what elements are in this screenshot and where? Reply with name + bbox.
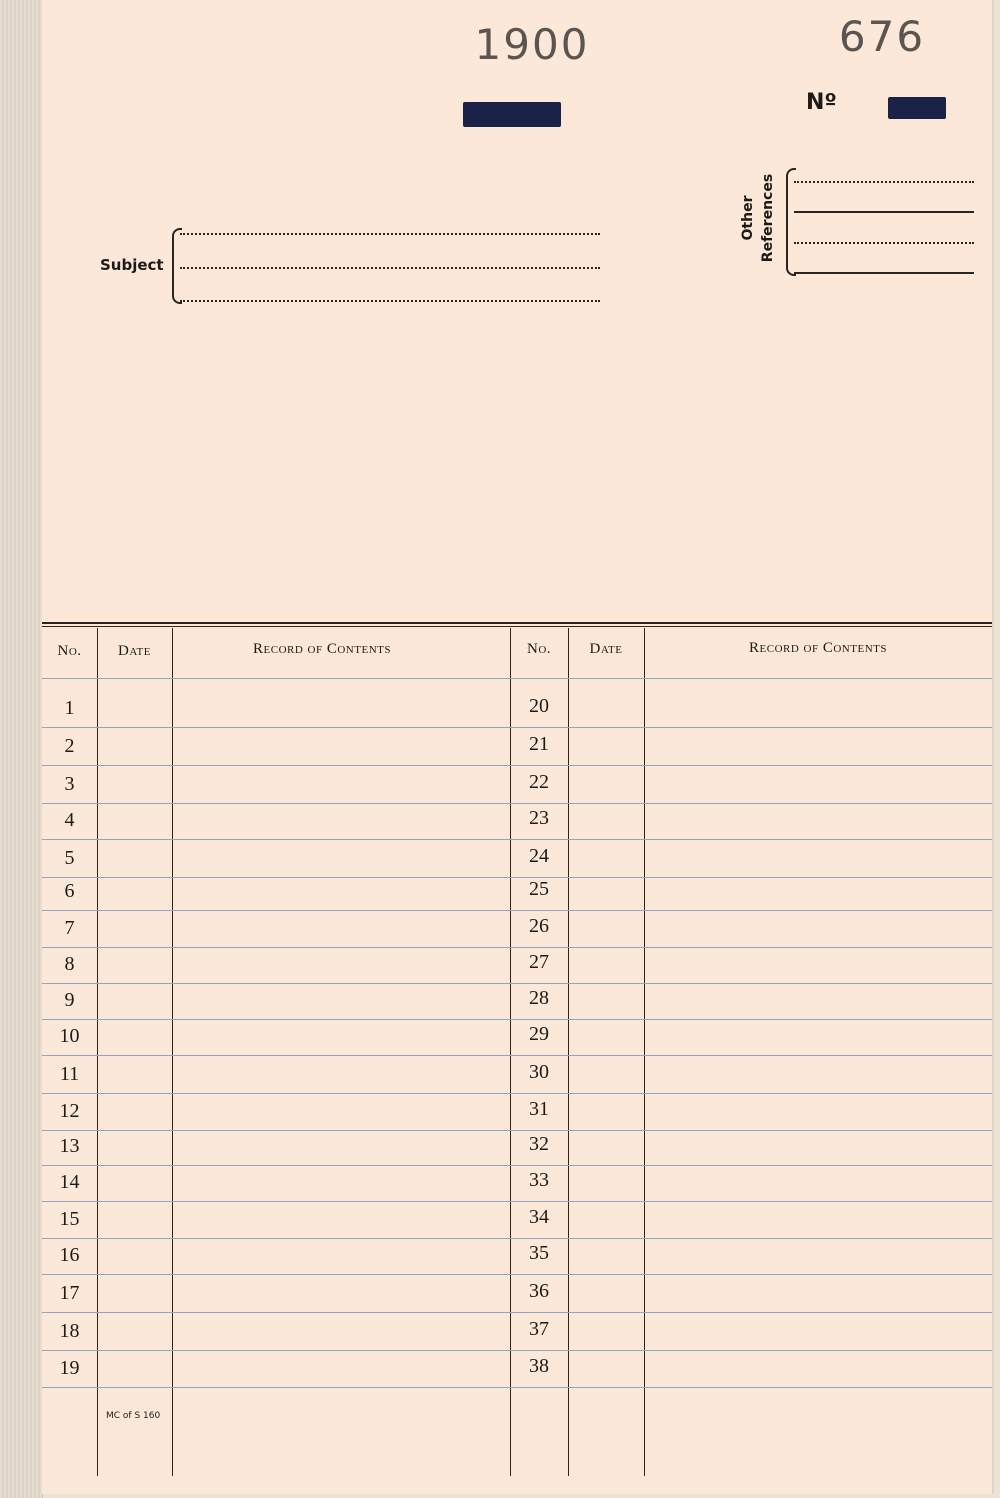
header-record-right: Record of Contents: [749, 640, 887, 656]
row-number-right: 21: [529, 733, 549, 755]
row-number-right: 23: [529, 807, 549, 829]
ruled-line: [42, 1312, 992, 1313]
row-number-right: 30: [529, 1061, 549, 1083]
row-number-right: 36: [529, 1280, 549, 1302]
col-divider-date-record-left: [172, 628, 173, 1476]
row-number-right: 27: [529, 951, 549, 973]
table-top-rule-inner: [42, 626, 992, 627]
header-no-right: No.: [526, 641, 552, 657]
row-number-left: 2: [64, 735, 75, 757]
file-number-stamp: 676: [838, 12, 926, 61]
row-number-right: 26: [529, 915, 549, 937]
row-number-left: 1: [64, 697, 75, 719]
col-divider-no-date-left: [97, 628, 98, 1476]
ruled-line: [42, 765, 992, 766]
ruled-line: [42, 1130, 992, 1131]
ruled-line: [42, 1274, 992, 1275]
reference-line-4[interactable]: [794, 272, 974, 274]
ruled-line: [42, 727, 992, 728]
form-code: MC of S 160: [106, 1411, 161, 1421]
subject-label: Subject: [100, 256, 164, 274]
row-number-right: 31: [529, 1098, 549, 1120]
col-divider-no-date-right: [568, 628, 569, 1476]
row-number-left: 16: [59, 1244, 80, 1266]
row-number-left: 8: [64, 953, 75, 975]
ruled-line: [42, 1201, 992, 1202]
row-number-right: 32: [529, 1133, 549, 1155]
header-date-left: Date: [118, 643, 151, 659]
number-redaction-block: [888, 97, 946, 119]
other-references-label: [738, 158, 788, 278]
col-divider-date-record-right: [644, 628, 645, 1476]
row-number-left: 13: [59, 1135, 80, 1157]
row-number-left: 14: [59, 1171, 80, 1193]
row-number-left: 7: [64, 917, 75, 939]
ruled-line: [42, 1238, 992, 1239]
row-number-left: 9: [64, 989, 75, 1011]
row-number-right: 35: [529, 1242, 549, 1264]
row-number-left: 3: [64, 773, 75, 795]
table-top-rule: [42, 622, 992, 624]
row-number-left: 15: [59, 1208, 80, 1230]
reference-line-1[interactable]: [794, 181, 974, 183]
reference-line-2[interactable]: [794, 211, 974, 213]
file-cover: [42, 0, 994, 1494]
row-number-right: 37: [529, 1318, 549, 1340]
ruled-line: [42, 910, 992, 911]
row-number-right: 34: [529, 1206, 549, 1228]
row-number-right: 33: [529, 1169, 549, 1191]
header-record-left: Record of Contents: [253, 641, 391, 657]
ruled-line: [42, 1019, 992, 1020]
row-number-right: 25: [529, 878, 549, 900]
header-no-left: No.: [57, 643, 82, 659]
ruled-line: [42, 983, 992, 984]
ruled-line: [42, 1165, 992, 1166]
row-number-left: 10: [59, 1025, 80, 1047]
header-date-right: Date: [589, 641, 623, 657]
row-number-left: 19: [59, 1357, 80, 1379]
ruled-line: [42, 1387, 992, 1388]
ruled-line: [42, 678, 992, 679]
row-number-right: 22: [529, 771, 549, 793]
ruled-line: [42, 1093, 992, 1094]
row-number-right: 29: [529, 1023, 549, 1045]
reference-line-3[interactable]: [794, 242, 974, 244]
redaction-block: [463, 102, 561, 127]
subject-brace: [172, 228, 182, 304]
subject-line-1[interactable]: [180, 233, 600, 235]
row-number-left: 18: [59, 1320, 80, 1342]
row-number-left: 12: [59, 1100, 80, 1122]
row-number-right: 20: [529, 695, 549, 717]
row-number-left: 6: [64, 880, 75, 902]
year-stamp: 1900: [474, 20, 590, 69]
row-number-left: 5: [64, 847, 75, 869]
row-number-right: 24: [529, 845, 549, 867]
row-number-right: 28: [529, 987, 549, 1009]
row-number-left: 17: [59, 1282, 80, 1304]
ruled-line: [42, 803, 992, 804]
other-references-line1: Other: [740, 195, 756, 241]
row-number-right: 38: [529, 1355, 549, 1377]
subject-line-3[interactable]: [180, 300, 600, 302]
ruled-line: [42, 947, 992, 948]
number-label: Nº: [806, 90, 837, 115]
ruled-line: [42, 1350, 992, 1351]
row-number-left: 4: [64, 809, 75, 831]
subject-line-2[interactable]: [180, 267, 600, 269]
other-references-line2: References: [760, 173, 776, 263]
references-brace: [786, 168, 796, 276]
binding-spine: [0, 0, 43, 1498]
ruled-line: [42, 839, 992, 840]
row-number-left: 11: [59, 1063, 80, 1085]
ruled-line: [42, 1055, 992, 1056]
